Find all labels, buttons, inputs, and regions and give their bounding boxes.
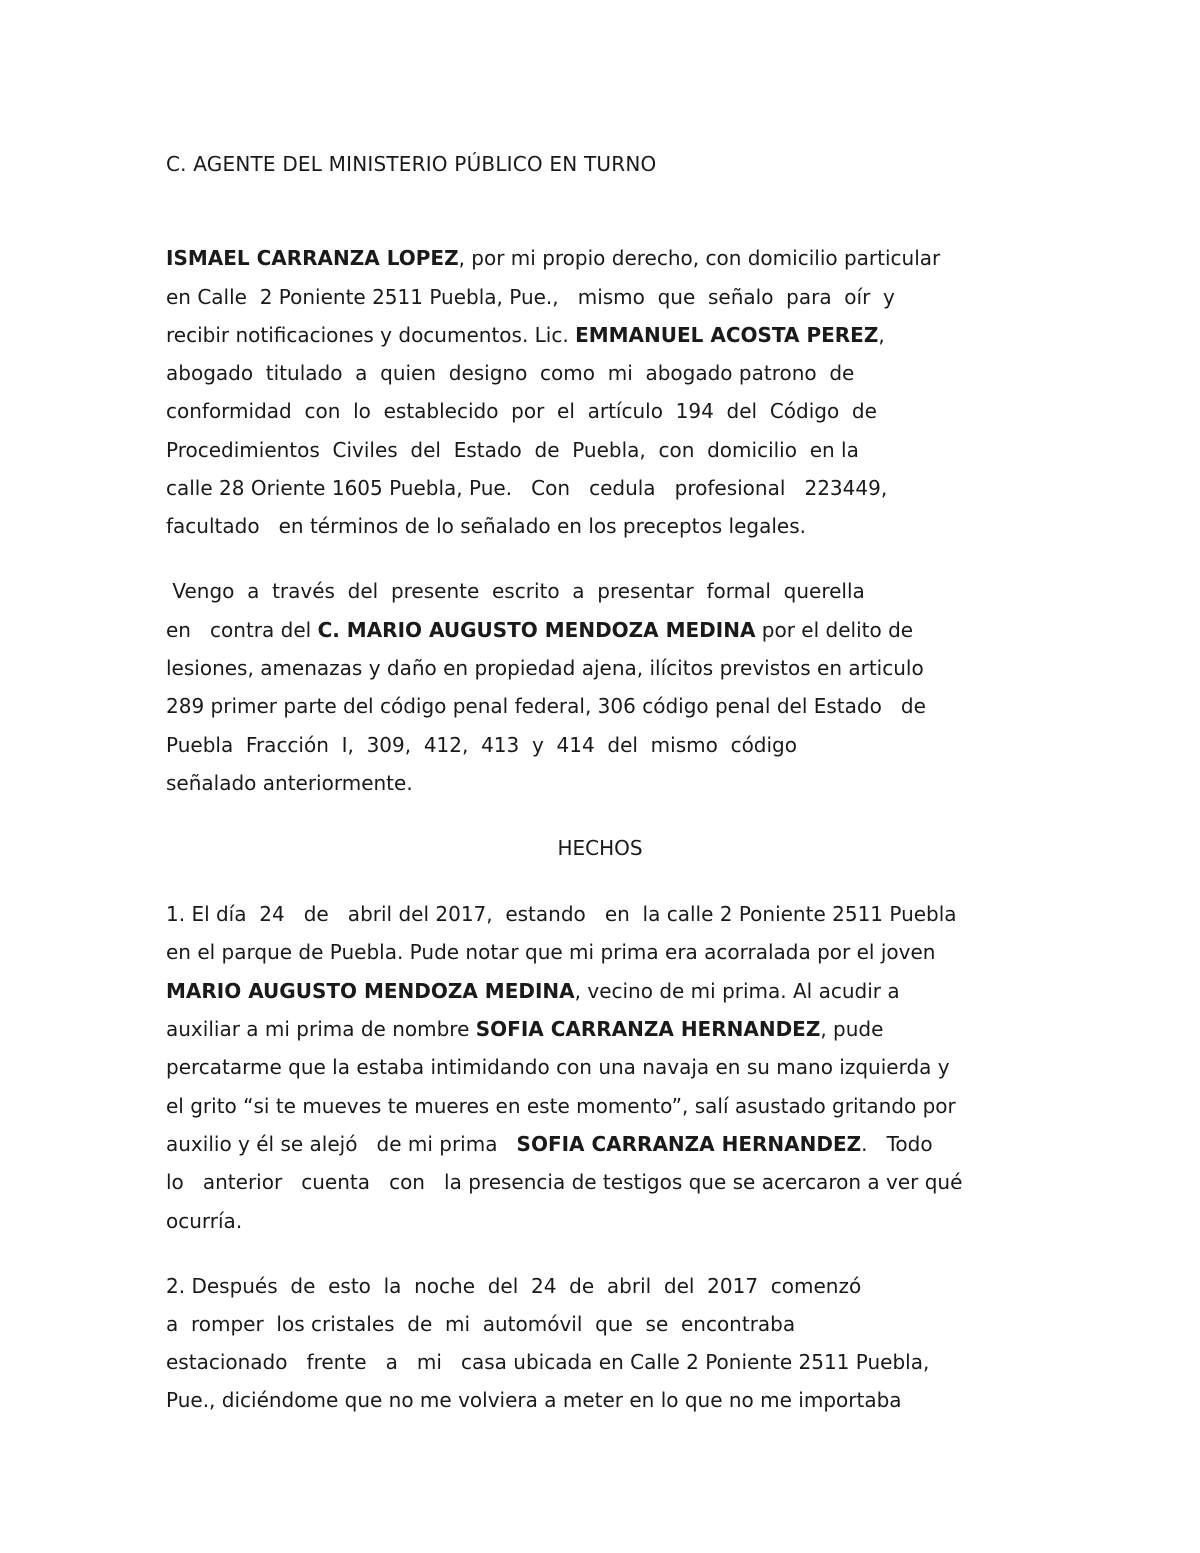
lawyer-name: EMMANUEL ACOSTA PEREZ (575, 323, 879, 347)
querella-line-2-rest: por el delito de (755, 618, 914, 642)
addressee-heading: C. AGENTE DEL MINISTERIO PÚBLICO EN TURNO (166, 152, 657, 176)
hecho1-line-4-rest: , pude (820, 1017, 884, 1041)
hecho1-line-7 (166, 1132, 1018, 1158)
accused-name: C. MARIO AUGUSTO MENDOZA MEDINA (317, 618, 756, 642)
intro-line-3 (166, 323, 1018, 349)
accused-name-2: MARIO AUGUSTO MENDOZA MEDINA (166, 979, 575, 1003)
hecho1-line-9: ocurría. (166, 1209, 243, 1233)
complainant-name: ISMAEL CARRANZA LOPEZ (166, 246, 459, 270)
intro-line-7: calle 28 Oriente 1605 Puebla, Pue. Con cedula profesional 223449, (166, 476, 888, 500)
hecho1-line-4-text: auxiliar a mi prima de nombre (166, 1017, 476, 1041)
hecho1-line-5: percatarme que la estaba intimidando con una navaja en su mano izquierda y (166, 1055, 950, 1079)
querella-line-2 (166, 618, 1018, 644)
hecho1-line-1: 1. El día 24 de abril del 2017, estando en la calle 2 Poniente 2511 Puebla (166, 902, 957, 926)
intro-line-6: Procedimientos Civiles del Estado de Puebla, con domicilio en la (166, 438, 859, 462)
hecho2-line-2: a romper los cristales de mi automóvil que se encontraba (166, 1312, 796, 1336)
querella-line-6: señalado anteriormente. (166, 771, 413, 795)
hecho2-line-3: estacionado frente a mi casa ubicada en Calle 2 Poniente 2511 Puebla, (166, 1350, 930, 1374)
intro-line-1 (166, 246, 1018, 272)
victim-name-2: SOFIA CARRANZA HERNANDEZ (516, 1132, 862, 1156)
hecho2-line-1: 2. Después de esto la noche del 24 de abril del 2017 comenzó (166, 1274, 862, 1298)
victim-name: SOFIA CARRANZA HERNANDEZ (475, 1017, 821, 1041)
querella-line-5: Puebla Fracción I, 309, 412, 413 y 414 del mismo código (166, 733, 797, 757)
querella-line-2-text: en contra del (166, 618, 318, 642)
intro-line-8: facultado en términos de lo señalado en los preceptos legales. (166, 514, 806, 538)
hecho2-line-4: Pue., diciéndome que no me volviera a meter en lo que no me importaba (166, 1388, 902, 1412)
hecho1-line-3 (166, 979, 1018, 1005)
intro-line-4: abogado titulado a quien designo como mi abogado patrono de (166, 361, 855, 385)
querella-line-1: Vengo a través del presente escrito a presentar formal querella (166, 579, 865, 603)
intro-line-3-punct: , (878, 323, 885, 347)
hecho1-line-4 (166, 1017, 1018, 1043)
hecho1-line-8: lo anterior cuenta con la presencia de testigos que se acercaron a ver qué (166, 1170, 963, 1194)
section-title-hechos: HECHOS (557, 836, 643, 860)
querella-line-3: lesiones, amenazas y daño en propiedad ajena, ilícitos previstos en articulo (166, 656, 924, 680)
hecho1-line-2: en el parque de Puebla. Pude notar que mi prima era acorralada por el joven (166, 940, 936, 964)
hecho1-line-7-text: auxilio y él se alejó de mi prima (166, 1132, 517, 1156)
querella-line-4: 289 primer parte del código penal federal, 306 código penal del Estado de (166, 694, 926, 718)
hecho1-line-3-text: , vecino de mi prima. Al acudir a (574, 979, 900, 1003)
intro-line-1-text: , por mi propio derecho, con domicilio particular (458, 246, 941, 270)
intro-line-5: conformidad con lo establecido por el artículo 194 del Código de (166, 399, 877, 423)
intro-line-2: en Calle 2 Poniente 2511 Puebla, Pue., mismo que señalo para oír y (166, 285, 895, 309)
hecho1-line-6: el grito “si te mueves te mueres en este momento”, salí asustado gritando por (166, 1094, 956, 1118)
intro-line-3-text: recibir notificaciones y documentos. Lic. (166, 323, 576, 347)
hecho1-line-7-rest: . Todo (861, 1132, 933, 1156)
